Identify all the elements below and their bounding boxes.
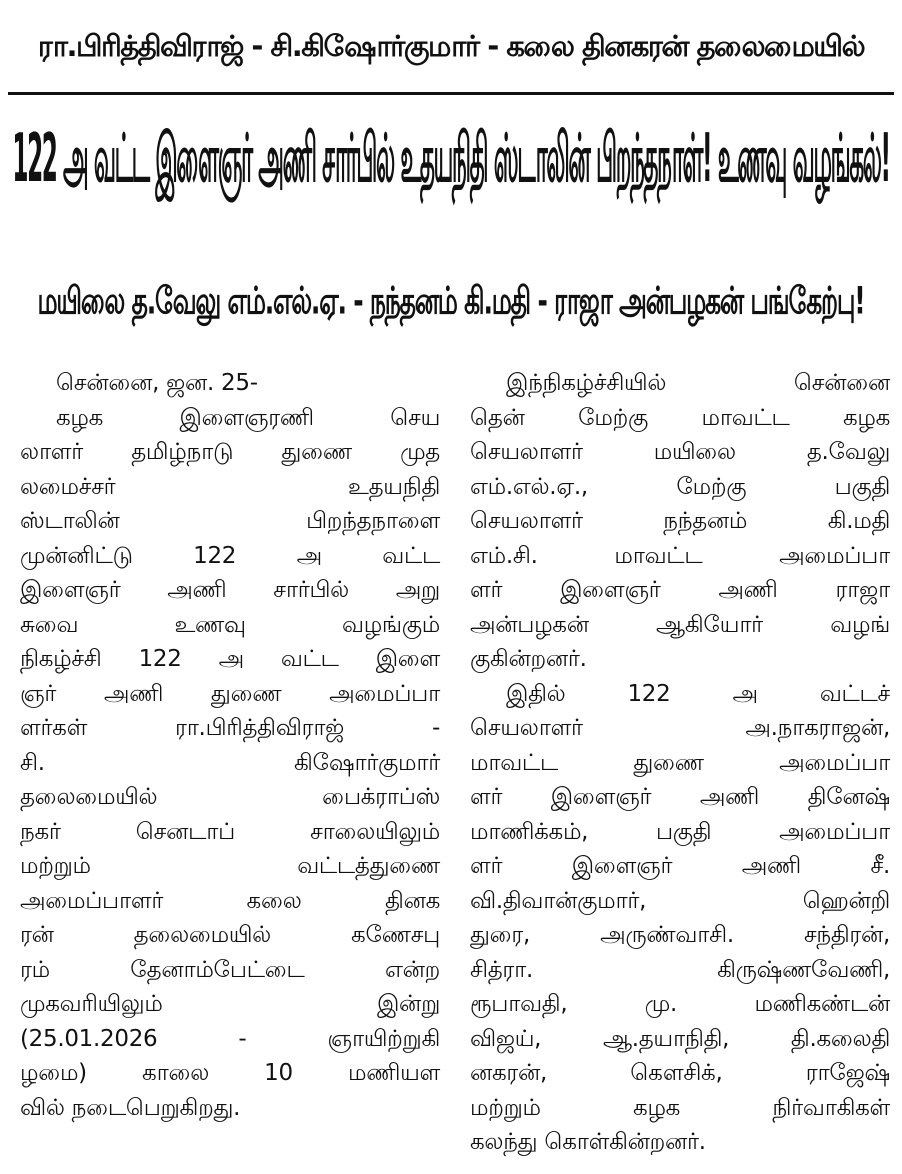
body-line: ஸ்டாலின் பிறந்தநாளை <box>20 508 440 534</box>
body-line: ளர் இளைஞர் அணி சீ. <box>470 853 890 879</box>
body-line: முன்னிட்டு 122 அ வட்ட <box>20 542 440 569</box>
body-line: வில் நடைபெறுகிறது. <box>20 1094 241 1121</box>
body-line: குகின்றனர். <box>470 646 587 672</box>
body-line: அன்பழகன் ஆகியோர் வழங் <box>470 611 890 638</box>
body-line: ழமை) காலை 10 மணியள <box>20 1060 440 1086</box>
body-line: மாணிக்கம், பகுதி அமைப்பா <box>470 818 890 845</box>
body-line: நகர் செனடாப் சாலையிலும் <box>20 818 440 845</box>
body-line: அமைப்பாளர் கலை தினக <box>20 887 440 914</box>
body-line: செயலாளர் அ.நாகராஜன், <box>470 715 890 741</box>
body-line: லாளர் தமிழ்நாடு துணை முத <box>20 439 440 465</box>
body-line: இதில் 122 அ வட்டச் <box>506 680 890 707</box>
dateline: சென்னை, ஜன. 25- <box>56 370 258 396</box>
body-line: ளர்கள் ரா.பிரித்திவிராஜ் - <box>20 715 440 741</box>
body-line: தலைமையில் பைக்ராப்ஸ் <box>20 784 440 810</box>
subheadline: மயிலை த.வேலு எம்.எல்.ஏ. - நந்தனம் கி.மதி - ராஜா அன்பழகன் பங்கேற்பு! <box>37 278 865 322</box>
body-line: செயலாளர் மயிலை த.வேலு <box>470 439 890 465</box>
body-line: இளைஞர் அணி சார்பில் அறு <box>20 577 440 603</box>
body-line: முகவரியிலும் இன்று <box>20 991 440 1017</box>
body-line: ரன் தலைமையில் கணேசபு <box>20 922 440 948</box>
article-column-right <box>470 366 890 1166</box>
body-line: துரை, அருண்வாசி. சந்திரன், <box>470 922 890 948</box>
body-line: ரூபாவதி, மு. மணிகண்டன் <box>470 991 890 1017</box>
body-line: ளர் இளைஞர் அணி தினேஷ் <box>470 784 890 810</box>
body-line: மாவட்ட துணை அமைப்பா <box>470 749 890 776</box>
body-line: ஞர் அணி துணை அமைப்பா <box>20 680 440 707</box>
body-line: எம்.சி. மாவட்ட அமைப்பா <box>470 542 890 569</box>
body-line: மற்றும் கழக நிர்வாகிகள் <box>470 1094 890 1121</box>
body-line: ளர் இளைஞர் அணி ராஜா <box>470 577 890 603</box>
kicker-line: ரா.பிரித்திவிராஜ் - சி.கிஷோர்குமார் - கலை தினகரன் தலைமையில் <box>37 29 865 63</box>
body-line: எம்.எல்.ஏ., மேற்கு பகுதி <box>470 473 890 500</box>
article-column-left <box>20 366 440 1166</box>
body-line: ரம் தேனாம்பேட்டை என்ற <box>20 956 440 983</box>
body-line: சி. கிஷோர்குமார் <box>20 749 440 776</box>
body-line: லமைச்சர் உதயநிதி <box>20 473 440 500</box>
body-line: (25.01.2026 - ஞாயிற்றுகி <box>20 1025 440 1052</box>
body-line: இந்நிகழ்ச்சியில் சென்னை <box>506 370 890 396</box>
headline: 122 அ வட்ட இளைஞர் அணி சார்பில் உதயநிதி ஸ்டாலின் பிறந்தநாள்! உணவு வழங்கல்! <box>12 122 890 199</box>
body-line: கழக இளைஞரணி செய <box>56 404 440 431</box>
body-line: விஜய், ஆ.தயாநிதி, தி.கலைதி <box>470 1025 890 1052</box>
body-line: மற்றும் வட்டத்துணை <box>20 853 440 879</box>
body-line: தென் மேற்கு மாவட்ட கழக <box>470 404 890 431</box>
body-line: வி.திவான்குமார், ஹென்றி <box>470 887 890 914</box>
body-line: சித்ரா. கிருஷ்ணவேணி, <box>470 956 890 983</box>
body-line: சுவை உணவு வழங்கும் <box>20 611 440 638</box>
body-line: செயலாளர் நந்தனம் கி.மதி <box>470 508 890 534</box>
body-line: நிகழ்ச்சி 122 அ வட்ட இளை <box>20 646 440 672</box>
body-line: கலந்து கொள்கின்றனர். <box>470 1129 706 1155</box>
body-line: னகரன், கௌசிக், ராஜேஷ் <box>470 1060 890 1086</box>
